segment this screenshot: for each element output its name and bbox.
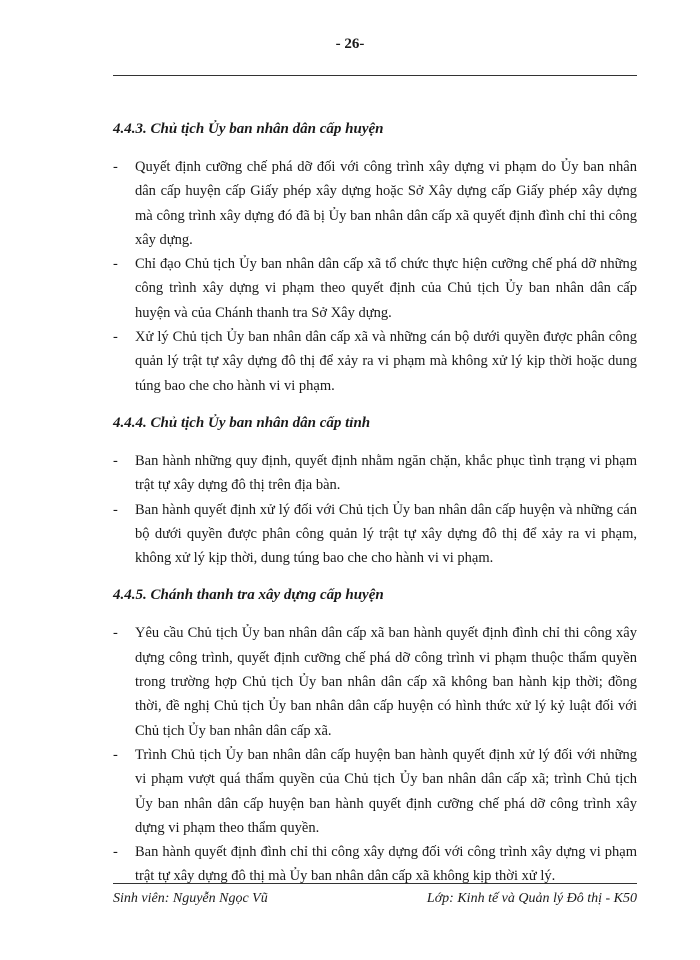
- bullet-dash: -: [113, 844, 118, 861]
- footer-divider: [113, 883, 637, 884]
- footer-student: Sinh viên: Nguyễn Ngọc Vũ: [113, 891, 268, 906]
- section-title: 4.4.3. Chủ tịch Ủy ban nhân dân cấp huyện: [113, 121, 384, 137]
- list-item-text: Quyết định cưỡng chế phá dỡ đối với công trình xây dựng vi phạm do Ủy ban nhân dân cấp huyện cấp Giấy phép xây dựng hoặc Sở Xây dựng cấp Giấy phép xây dựng mà công trình xây dựng đó đã bị Ủy ban nhân dân cấp xã quyết định đình chỉ thi công xây dựng.: [135, 159, 637, 248]
- bullet-list: [113, 621, 637, 888]
- list-item: [113, 840, 637, 889]
- list-item: [113, 449, 637, 498]
- section-4-4-5: [113, 584, 637, 888]
- page-number: - 26-: [335, 36, 365, 52]
- section-title: 4.4.4. Chủ tịch Ủy ban nhân dân cấp tỉnh: [113, 414, 371, 431]
- bullet-dash: -: [113, 501, 118, 518]
- list-item-text: Ban hành quyết định đình chỉ thi công xây dựng đối với công trình xây dựng vi phạm trật tự xây dựng đô thị mà Ủy ban nhân dân cấp xã không kịp thời xử lý.: [135, 844, 637, 885]
- section-4-4-3: [113, 118, 637, 398]
- bullet-dash: -: [113, 746, 118, 763]
- footer-class: Lớp: Kinh tế và Quản lý Đô thị - K50: [426, 891, 637, 906]
- section-title: 4.4.5. Chánh thanh tra xây dựng cấp huyện: [113, 587, 384, 604]
- list-item: [113, 498, 637, 571]
- bullet-list: [113, 449, 637, 570]
- bullet-dash: -: [113, 256, 118, 273]
- list-item-text: Ban hành những quy định, quyết định nhằm ngăn chặn, khắc phục tình trạng vi phạm trật tự xây dựng đô thị trên địa bàn.: [135, 452, 637, 494]
- list-item-text: Chỉ đạo Chủ tịch Ủy ban nhân dân cấp xã tổ chức thực hiện cưỡng chế phá dỡ những công trình xây dựng vi phạm theo quyết định của Chủ tịch Ủy ban nhân dân cấp huyện và của Chánh thanh tra Sở Xây dựng.: [135, 256, 637, 321]
- list-item: [113, 743, 637, 840]
- list-item: [113, 621, 637, 742]
- bullet-dash: -: [113, 625, 118, 642]
- bullet-dash: -: [113, 329, 118, 346]
- document-body: [113, 118, 637, 903]
- list-item-text: Ban hành quyết định xử lý đối với Chủ tịch Ủy ban nhân dân cấp huyện và những cán bộ dưới quyền được phân công quản lý trật tự xây dựng đô thị để xảy ra vi phạm, không xử lý kịp thời, dung túng bao che cho hành vi vi phạm.: [135, 501, 637, 567]
- list-item: [113, 252, 637, 325]
- header-divider: [113, 75, 637, 76]
- bullet-dash: -: [113, 159, 118, 175]
- list-item-text: Xử lý Chủ tịch Ủy ban nhân dân cấp xã và những cán bộ dưới quyền được phân công quản lý trật tự xây dựng đô thị để xảy ra vi phạm mà không xử lý kịp thời hoặc dung túng bao che cho hành vi vi phạm.: [135, 329, 637, 394]
- page-footer: [113, 891, 637, 907]
- bullet-list: [113, 155, 637, 398]
- list-item-text: Trình Chủ tịch Ủy ban nhân dân cấp huyện ban hành quyết định xử lý đối với những vi phạm vượt quá thẩm quyền của Chủ tịch Ủy ban nhân dân cấp xã; trình Chủ tịch Ủy ban nhân dân cấp huyện ban hành quyết định cưỡng chế phá dỡ công trình xây dựng vi phạm theo thẩm quyền.: [135, 746, 637, 836]
- bullet-dash: -: [113, 452, 118, 469]
- section-4-4-4: [113, 412, 637, 570]
- list-item: [113, 155, 637, 252]
- list-item-text: Yêu cầu Chủ tịch Ủy ban nhân dân cấp xã ban hành quyết định đình chỉ thi công xây dựng công trình, quyết định cưỡng chế phá dỡ công trình vi phạm thuộc thẩm quyền trong trường hợp Chủ tịch Ủy ban nhân dân cấp xã không ban hành kịp thời; đồng thời, đề nghị Chủ tịch Ủy ban nhân dân cấp huyện có hình thức xử lý kỷ luật đối với Chủ tịch Ủy ban nhân dân cấp xã.: [135, 625, 637, 739]
- list-item: [113, 325, 637, 398]
